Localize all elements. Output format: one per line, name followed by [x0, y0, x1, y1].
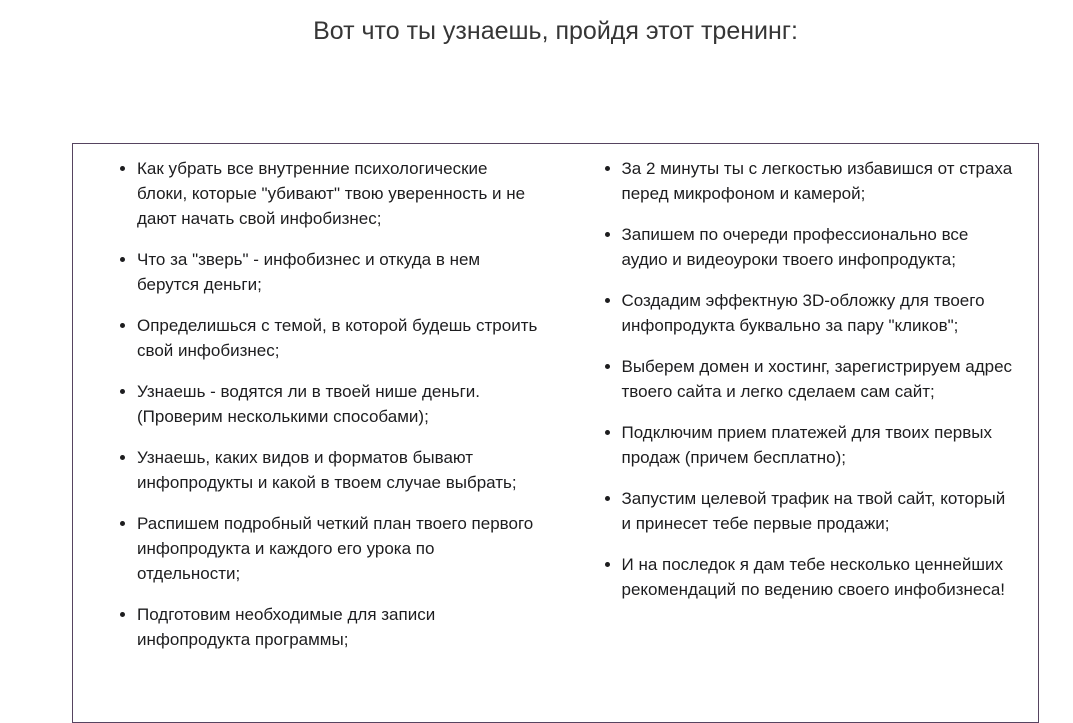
- training-benefits-section: [72, 14, 1039, 723]
- benefit-item: • Подготовим необходимые для записи инфопродукта программы;: [137, 602, 542, 652]
- benefit-item: • Узнаешь, каких видов и форматов бывают инфопродукты и какой в твоем случае выбрать;: [137, 445, 542, 495]
- benefit-item: • Запустим целевой трафик на твой сайт, который и принесет тебе первые продажи;: [622, 486, 1015, 536]
- benefit-item: • Выберем домен и хостинг, зарегистрируем адрес твоего сайта и легко сделаем сам сайт;: [622, 354, 1015, 404]
- benefits-list-left: [97, 156, 556, 668]
- benefit-item: • Узнаешь - водятся ли в твоей нише деньги. (Проверим несколькими способами);: [137, 379, 542, 429]
- benefit-item: • Что за "зверь" - инфобизнес и откуда в нем берутся деньги;: [137, 247, 542, 297]
- benefit-item: • Подключим прием платежей для твоих первых продаж (причем бесплатно);: [622, 420, 1015, 470]
- benefit-item: • Распишем подробный четкий план твоего первого инфопродукта и каждого его урока по отдельности;: [137, 511, 542, 586]
- benefits-box: [72, 143, 1039, 723]
- benefit-item: • Создадим эффектную 3D-обложку для твоего инфопродукта буквально за пару "кликов";: [622, 288, 1015, 338]
- page-title: Вот что ты узнаешь, пройдя этот тренинг:: [313, 17, 798, 45]
- benefit-item: • Определишься с темой, в которой будешь строить свой инфобизнес;: [137, 313, 542, 363]
- benefit-item: • За 2 минуты ты с легкостью избавишся от страха перед микрофоном и камерой;: [622, 156, 1015, 206]
- benefit-item: • Запишем по очереди профессионально все аудио и видеоуроки твоего инфопродукта;: [622, 222, 1015, 272]
- benefits-list-right: [556, 156, 1015, 618]
- benefit-item: • Как убрать все внутренние психологические блоки, которые "убивают" твою уверенность и не дают начать свой инфобизнес;: [137, 156, 542, 231]
- benefit-item: • И на последок я дам тебе несколько ценнейших рекомендаций по ведению своего инфобизнеса!: [622, 552, 1015, 602]
